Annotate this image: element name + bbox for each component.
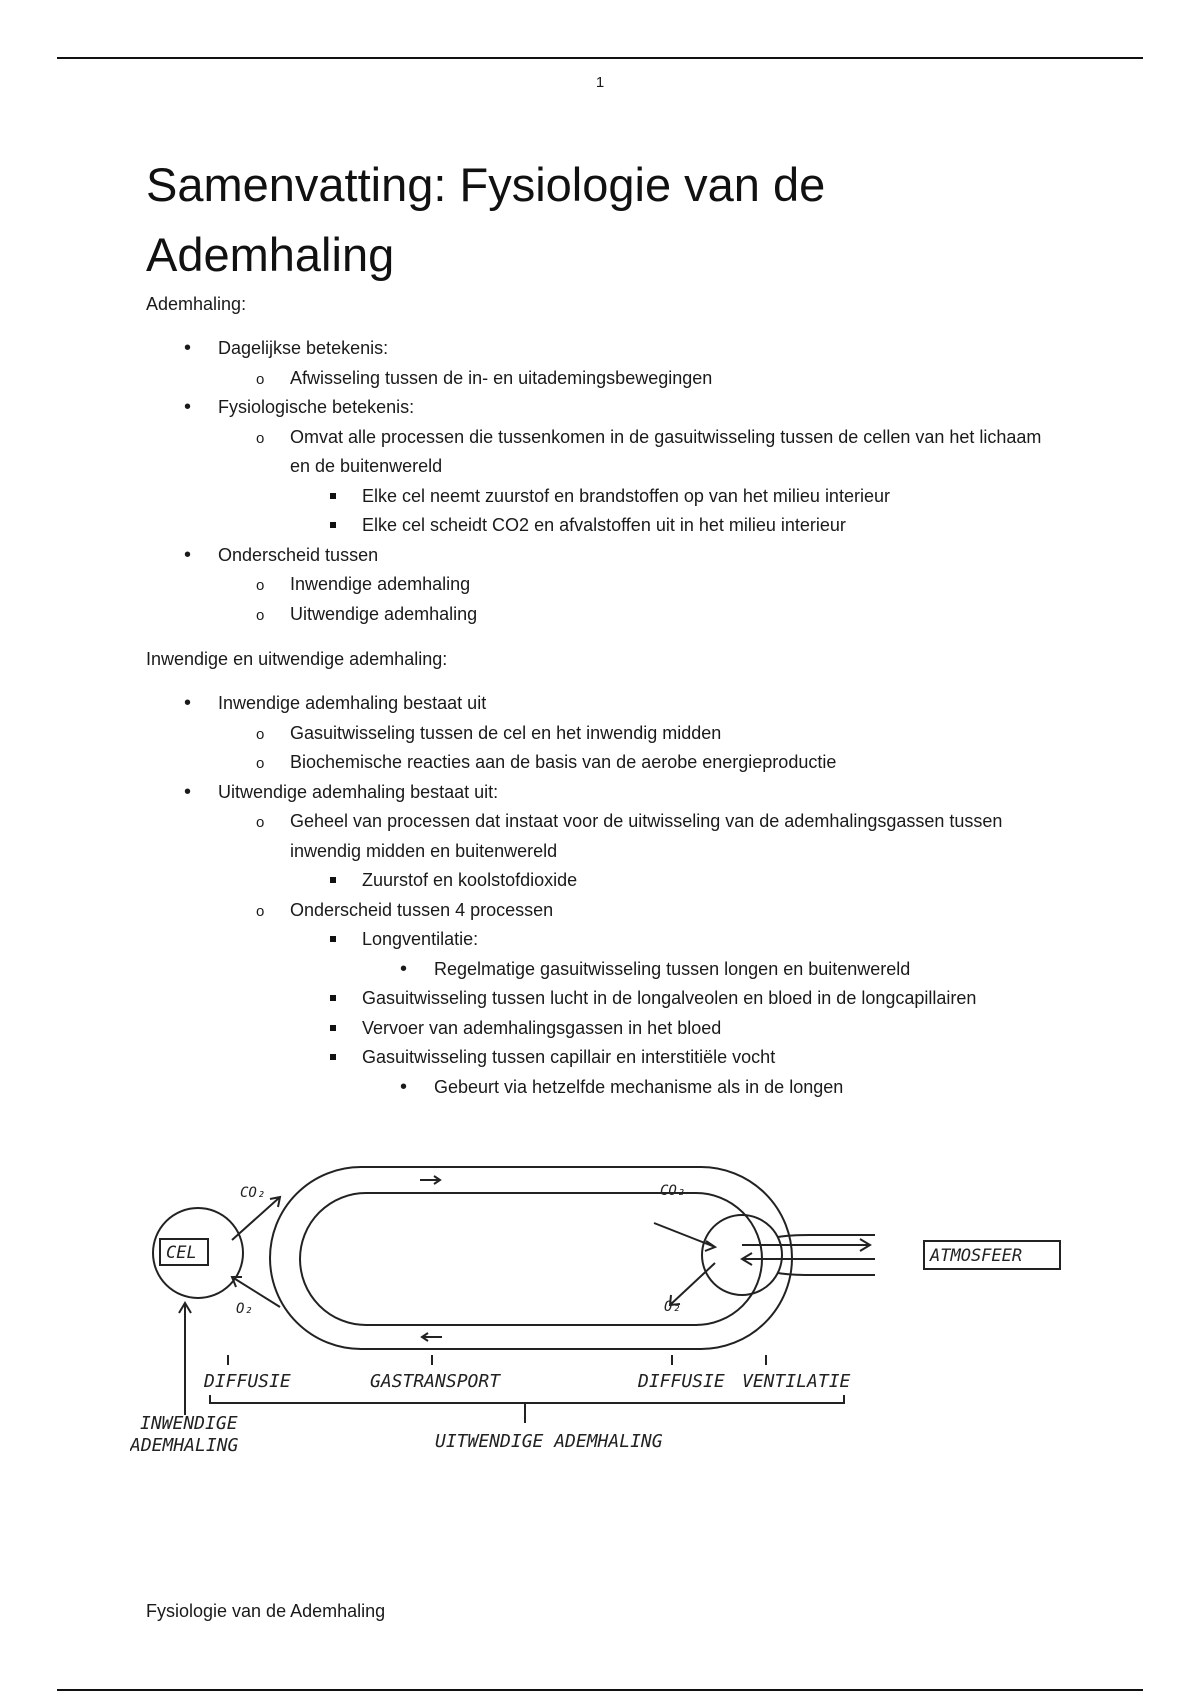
co2-label-left: CO₂ <box>240 1185 266 1201</box>
uitwendige-label: UITWENDIGE ADEMHALING <box>435 1431 663 1452</box>
page-footer: Fysiologie van de Ademhaling <box>146 1601 386 1621</box>
footer-rule <box>57 1689 1143 1691</box>
list-item: • Inwendige ademhaling bestaat uit o Gasuitwisseling tussen de cel en het inwendig midden o Biochemische reacties aan de basis van de aerobe energieproductie <box>146 689 1046 778</box>
inwendige-label-1: INWENDIGE <box>140 1413 238 1434</box>
list-item: Gasuitwisseling tussen lucht in de longalveolen en bloed in de longcapillairen <box>290 984 1046 1014</box>
list-item: o Uitwendige ademhaling <box>256 603 478 624</box>
list-item: o Inwendige ademhaling <box>256 574 471 594</box>
section-label: Inwendige en uitwendige ademhaling: <box>146 649 448 669</box>
ventilatie-label: VENTILATIE <box>742 1371 851 1392</box>
diffusie-label-right: DIFFUSIE <box>638 1371 725 1392</box>
o2-label-right: O₂ <box>664 1299 681 1315</box>
circulation-inner <box>300 1193 762 1325</box>
diffusie-label-left: DIFFUSIE <box>204 1371 291 1392</box>
list-item: o Gasuitwisseling tussen de cel en het inwendig midden <box>256 722 722 743</box>
list-item: o Geheel van processen dat instaat voor de uitwisseling van de ademhalingsgassen tussen inwendig midden en buitenwereld Zuurstof en koolstofdioxide <box>218 807 1046 896</box>
list-item: • Fysiologische betekenis: o Omvat alle processen die tussenkomen in de gasuitwisseling tussen de cellen van het lichaam en de buitenwereld Elke cel neemt zuurstof en brandstoffen op van het milieu interieur Elke cel scheidt CO2 en afvalstoffen uit in het milieu interieur <box>146 393 1046 541</box>
alveolus-circle <box>702 1215 782 1295</box>
section-label: Ademhaling: <box>146 294 247 314</box>
page-content <box>146 150 1046 1102</box>
o2-label-left: O₂ <box>236 1301 253 1317</box>
bullet-list <box>146 334 1046 629</box>
page-number: 1 <box>595 74 605 91</box>
list-item: o Omvat alle processen die tussenkomen in de gasuitwisseling tussen de cellen van het lichaam en de buitenwereld Elke cel neemt zuurstof en brandstoffen op van het milieu interieur Elke cel scheidt CO2 en afvalstoffen uit in het milieu interieur <box>218 423 1046 541</box>
atmosfeer-label: ATMOSFEER <box>930 1246 1023 1266</box>
bullet-list <box>146 689 1046 1102</box>
flow-arrow-bottom <box>422 1333 442 1341</box>
page-title: Samenvatting: Fysiologie van de Ademhaling <box>146 158 826 281</box>
list-item: o Afwisseling tussen de in- en uitademingsbewegingen <box>256 367 713 388</box>
co2-label-right: CO₂ <box>660 1183 686 1199</box>
list-item: Zuurstof en koolstofdioxide <box>290 866 1046 896</box>
inwendige-label-2: ADEMHALING <box>130 1435 239 1455</box>
list-item: Longventilatie: • Regelmatige gasuitwisseling tussen longen en buitenwereld <box>290 925 1046 984</box>
list-item: Vervoer van ademhalingsgassen in het bloed <box>290 1014 1046 1044</box>
list-item: • Uitwendige ademhaling bestaat uit: o Geheel van processen dat instaat voor de uitwisseling van de ademhalingsgassen tussen inwendig midden en buitenwereld Zuurstof en koolstofdioxide o Onderscheid tussen 4 processen Longventilatie: • Regelmatige gasuitwisseling tussen longen en buitenwereld Gasuitwisseling tussen lucht in de longalveolen en bloed in de longcapillairen Vervoer van ademhalingsgassen in het bloed Gasuitwisseling tussen capillair en interstitiële vocht • Gebeurt via hetzelfde mechanisme als in de longen <box>146 778 1046 1103</box>
uitwendige-bracket <box>210 1395 844 1423</box>
list-item: • Regelmatige gasuitwisseling tussen longen en buitenwereld <box>400 957 911 980</box>
respiration-diagram <box>130 1155 1090 1455</box>
list-item: Gasuitwisseling tussen capillair en interstitiële vocht • Gebeurt via hetzelfde mechanisme als in de longen <box>290 1043 1046 1102</box>
header-rule <box>57 57 1143 59</box>
inwendige-arrow <box>179 1303 191 1415</box>
list-item: o Biochemische reacties aan de basis van de aerobe energieproductie <box>256 752 837 772</box>
list-item: Elke cel neemt zuurstof en brandstoffen op van het milieu interieur <box>290 482 1046 512</box>
gastransport-label: GASTRANSPORT <box>370 1371 501 1392</box>
list-item: Elke cel scheidt CO2 en afvalstoffen uit in het milieu interieur <box>290 511 1046 541</box>
list-item: • Onderscheid tussen o Inwendige ademhaling o Uitwendige ademhaling <box>146 541 1046 630</box>
list-item: • Gebeurt via hetzelfde mechanisme als in de longen <box>400 1075 844 1098</box>
list-item: o Onderscheid tussen 4 processen Longventilatie: • Regelmatige gasuitwisseling tussen longen en buitenwereld Gasuitwisseling tussen lucht in de longalveolen en bloed in de longcapillairen Vervoer van ademhalingsgassen in het bloed Gasuitwisseling tussen capillair en interstitiële vocht • Gebeurt via hetzelfde mechanisme als in de longen <box>218 896 1046 1103</box>
list-item: • Dagelijkse betekenis: o Afwisseling tussen de in- en uitademingsbewegingen <box>146 334 1046 393</box>
cel-label: CEL <box>166 1243 197 1263</box>
flow-arrow-top <box>420 1176 440 1184</box>
